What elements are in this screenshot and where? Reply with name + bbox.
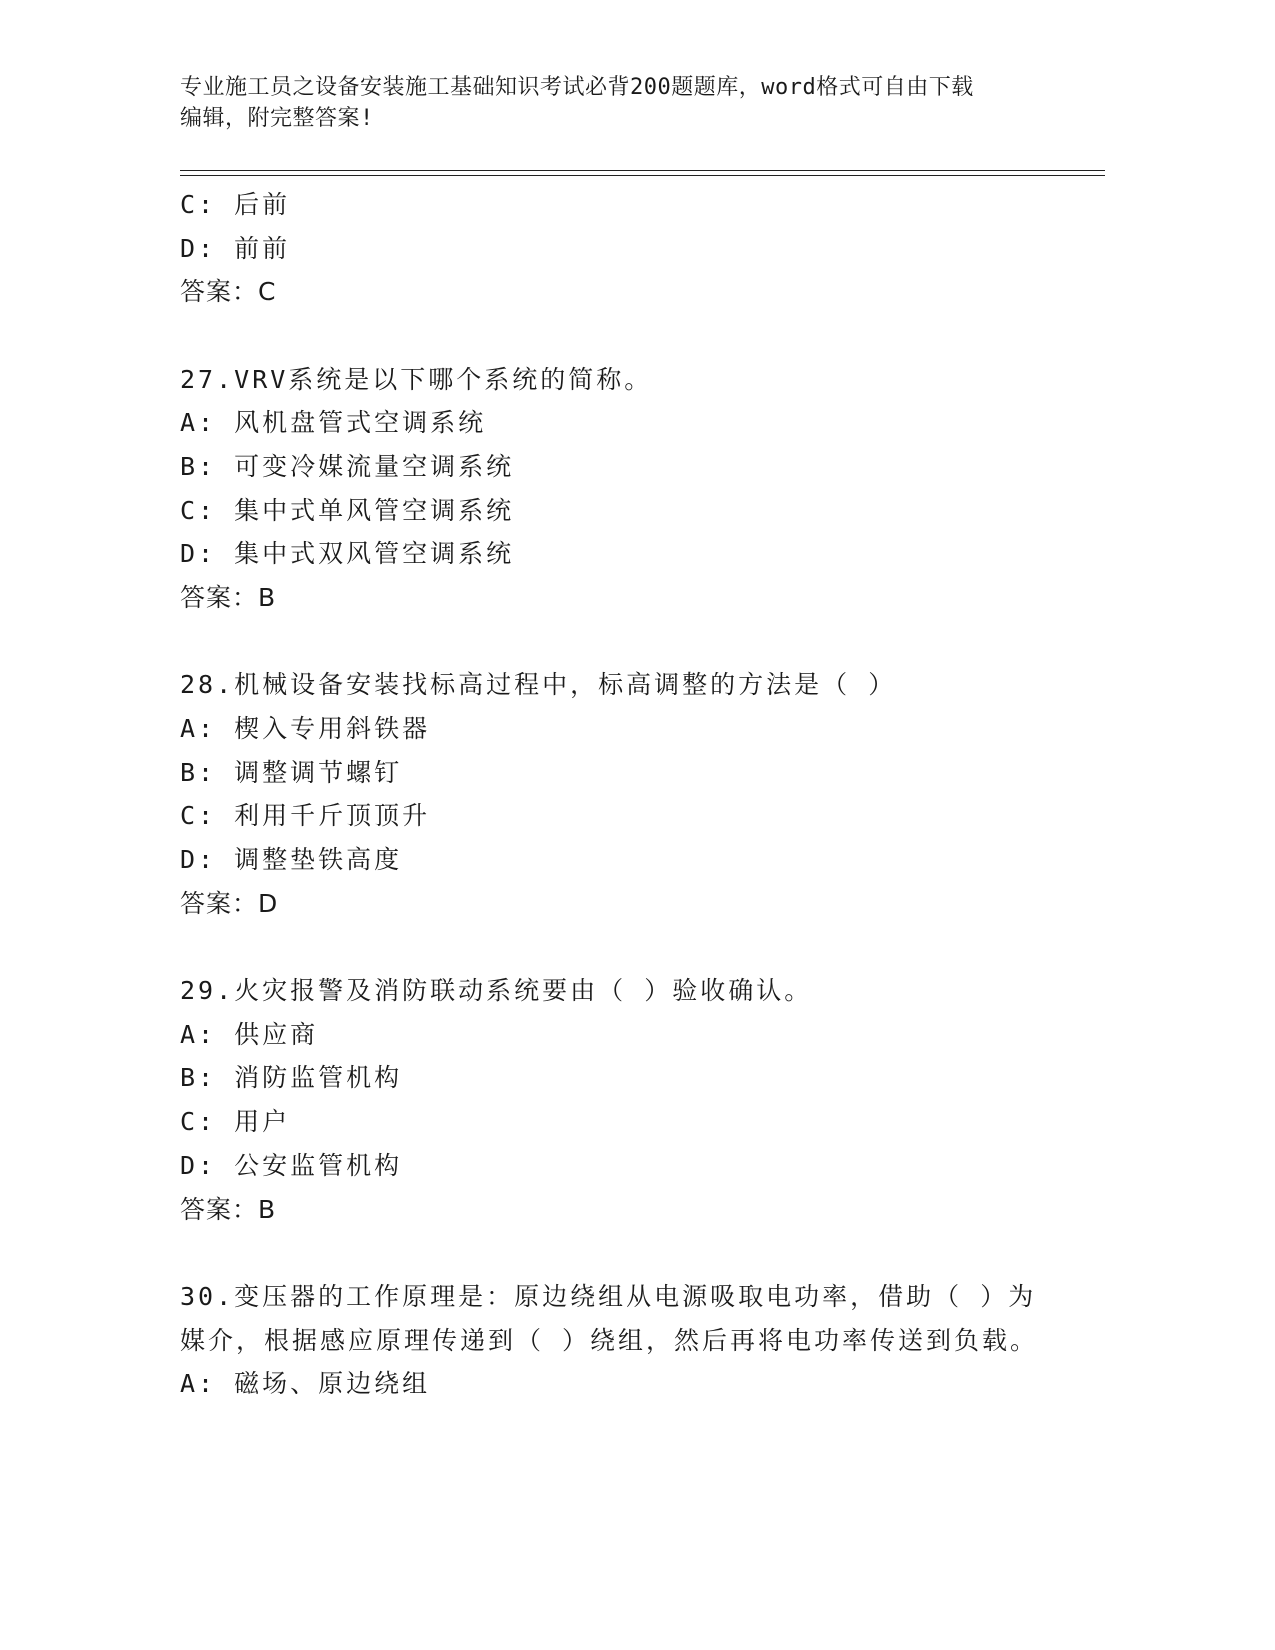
question-stem: 29.火灾报警及消防联动系统要由（ ）验收确认。 xyxy=(180,976,813,1006)
question-27 xyxy=(180,358,1105,620)
option-c: C: 用户 xyxy=(180,1107,291,1137)
question-stem-line-1: 30.变压器的工作原理是：原边绕组从电源吸取电功率，借助（ ）为 xyxy=(180,1281,1037,1311)
option-d: D: 公安监管机构 xyxy=(180,1150,403,1180)
question-29 xyxy=(180,969,1105,1231)
answer-line: 答案：B xyxy=(180,1194,277,1224)
header-line-1: 专业施工员之设备安装施工基础知识考试必背200题题库，word格式可自由下载 xyxy=(180,75,974,100)
header-divider-top xyxy=(180,170,1105,171)
document-header xyxy=(180,72,1060,134)
answer-line: 答案：B xyxy=(180,583,277,613)
option-a: A: 楔入专用斜铁器 xyxy=(180,714,431,744)
option-d: D: 集中式双风管空调系统 xyxy=(180,539,515,569)
question-stem: 28.机械设备安装找标高过程中，标高调整的方法是（ ） xyxy=(180,670,897,700)
spacer xyxy=(180,620,1105,664)
question-stem: 27.VRV系统是以下哪个系统的简称。 xyxy=(180,364,653,394)
question-30 xyxy=(180,1275,1105,1406)
question-list xyxy=(180,183,1105,1406)
header-line-2: 编辑，附完整答案! xyxy=(180,106,374,131)
option-c: C: 利用千斤顶顶升 xyxy=(180,801,431,831)
question-stem-line-2: 媒介，根据感应原理传递到（ ）绕组，然后再将电功率传送到负载。 xyxy=(180,1325,1039,1355)
spacer xyxy=(180,1231,1105,1275)
option-c: C: 集中式单风管空调系统 xyxy=(180,495,515,525)
spacer xyxy=(180,926,1105,970)
header-divider-bottom xyxy=(180,175,1105,176)
answer-line: 答案：D xyxy=(180,888,279,918)
option-b: B: 调整调节螺钉 xyxy=(180,757,403,787)
option-a: A: 磁场、原边绕组 xyxy=(180,1369,431,1399)
option-b: B: 可变冷媒流量空调系统 xyxy=(180,452,515,482)
option-a: A: 风机盘管式空调系统 xyxy=(180,408,487,438)
option-b: B: 消防监管机构 xyxy=(180,1063,403,1093)
option-a: A: 供应商 xyxy=(180,1019,319,1049)
answer-line: 答案：C xyxy=(180,277,277,307)
option-c: C: 后前 xyxy=(180,190,291,219)
option-d: D: 调整垫铁高度 xyxy=(180,845,403,875)
spacer xyxy=(180,314,1105,358)
question-28 xyxy=(180,663,1105,925)
option-d: D: 前前 xyxy=(180,233,291,263)
